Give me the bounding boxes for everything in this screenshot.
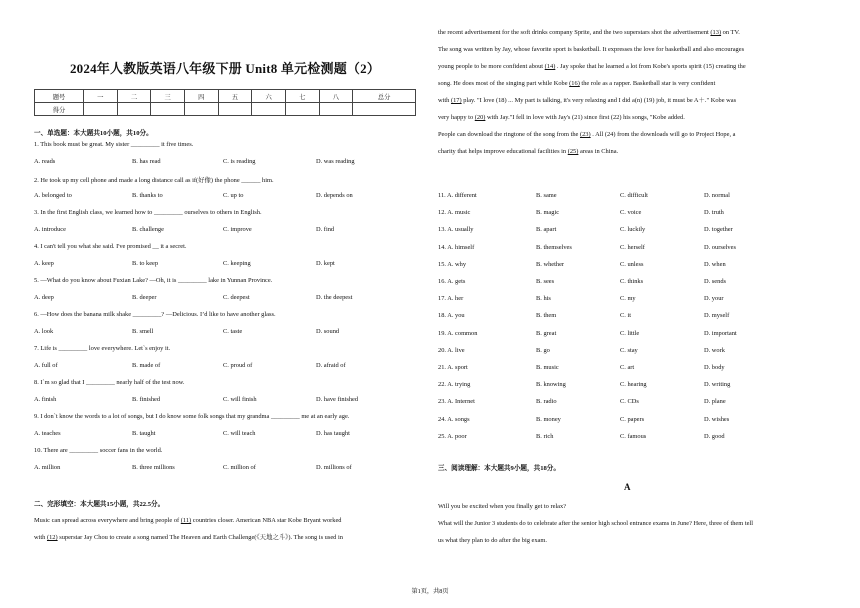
option: D. find: [316, 226, 335, 233]
cloze-option-row: [438, 209, 828, 219]
option: 19. A. common: [438, 329, 478, 337]
option: D. the deepest: [316, 294, 353, 301]
passage-line: [438, 75, 746, 92]
option: B. rich: [536, 432, 554, 440]
option: D. millions of: [316, 464, 352, 471]
passage-line: [438, 143, 746, 160]
option: C. is reading: [223, 158, 256, 165]
score-cell: 总分: [353, 90, 416, 103]
cloze-option-row: [438, 416, 828, 426]
passage-text: superstar Jay Chou to create a song named The Heaven and Earth Challenge(《天地之斗》). The song is used in: [57, 534, 343, 541]
option: A. reads: [34, 158, 56, 165]
option: C. will teach: [223, 430, 256, 437]
option: C. voice: [620, 209, 642, 217]
cloze-option-row: [438, 226, 828, 236]
question-text: 1. This book must be great. My sister _________ it five times.: [34, 141, 194, 148]
option: C. it: [620, 312, 632, 320]
option: A. teaches: [34, 430, 61, 437]
option: A. introduce: [34, 226, 66, 233]
passage-line: [438, 126, 746, 143]
passage-text: the role as a rapper. Basketball star is very confident: [579, 80, 716, 87]
passage-line: What will the Junior 3 students do to celebrate after the senior high school entrance exams in June? Here, three of them tell: [438, 520, 753, 527]
section-heading-reading: 三、阅读理解：本大题共9小题，共18分。: [438, 465, 560, 472]
cloze-option-row: [438, 295, 828, 305]
cloze-option-row: [438, 244, 828, 254]
score-cell: 八: [319, 90, 353, 103]
passage-text: People can download the ringtone of the song from the: [438, 131, 580, 138]
option: C. papers: [620, 415, 645, 423]
passage-line: [438, 109, 746, 126]
cloze-option-row: [438, 312, 828, 322]
option: D. afraid of: [316, 362, 346, 369]
passage-text: Music can spread across everywhere and bring people of: [34, 517, 181, 524]
option: B. whether: [536, 260, 565, 268]
option: 20. A. live: [438, 346, 465, 354]
score-cell: 一: [84, 90, 118, 103]
option: C. art: [620, 364, 635, 371]
blank-number: (14): [544, 63, 556, 70]
blank-number: (12): [46, 534, 58, 541]
option: D. kept: [316, 260, 335, 267]
cloze-option-row: [438, 364, 828, 374]
option: D. plane: [704, 398, 726, 406]
option: A. deep: [34, 294, 54, 301]
option: B. great: [536, 329, 557, 337]
question-options: [34, 294, 416, 304]
passage-line: [438, 24, 746, 41]
passage-line: us what they plan to do after the big exam.: [438, 537, 547, 544]
option: D. writing: [704, 381, 731, 389]
score-table-score-row: [35, 103, 416, 116]
score-table-header-row: [35, 90, 416, 103]
option: B. themselves: [536, 243, 572, 251]
question-options: [34, 192, 416, 202]
score-cell: 三: [151, 90, 185, 103]
option: D. your: [704, 295, 724, 303]
question-options: [34, 158, 416, 168]
passage-text: play. "I love (18) ... My part is talking, it's very relaxing and I did a(n) (19) job, it must be A＋." Kobe was: [461, 97, 737, 104]
option: C. up to: [223, 192, 244, 199]
option: B. knowing: [536, 381, 566, 389]
question-text: 10. There are _________ soccer fans in the world.: [34, 447, 163, 454]
score-cell: [252, 103, 286, 116]
score-cell: 二: [117, 90, 151, 103]
option: D. was reading: [316, 158, 355, 165]
option: C. CDs: [620, 398, 639, 406]
option: 12. A. music: [438, 209, 471, 217]
option: 24. A. songs: [438, 415, 470, 423]
option: A. full of: [34, 362, 58, 369]
blank-number: (11): [180, 517, 192, 524]
question-text: 8. I`m so glad that I _________ nearly half of the test now.: [34, 379, 185, 386]
score-table: [34, 89, 416, 116]
score-cell: [151, 103, 185, 116]
cloze-option-row: [438, 433, 828, 443]
cloze-option-row: [438, 192, 828, 202]
option: B. radio: [536, 398, 557, 406]
option: C. unless: [620, 260, 644, 268]
option: B. finished: [132, 396, 161, 403]
option: C. famous: [620, 432, 647, 440]
option: B. three millions: [132, 464, 175, 471]
option: D. truth: [704, 209, 724, 217]
score-cell: [84, 103, 118, 116]
score-cell: [184, 103, 218, 116]
passage-text: with: [438, 97, 451, 104]
option: 17. A. her: [438, 295, 464, 303]
section-heading-cloze: 二、完形填空：本大题共15小题，共22.5分。: [34, 501, 165, 508]
option: D. have finished: [316, 396, 359, 403]
score-cell: [218, 103, 252, 116]
passage-text: . All (24) from the downloads will go to Project Hope, a: [590, 131, 736, 138]
option: B. smell: [132, 328, 154, 335]
option: 23. A. Internet: [438, 398, 475, 406]
option: C. keeping: [223, 260, 251, 267]
question-text: 5. —What do you know about Fuxian Lake? —Oh, it is _________ lake in Yunnan Province.: [34, 277, 273, 284]
option: B. magic: [536, 209, 560, 217]
passage-heading: A: [624, 482, 631, 492]
passage-text: The song was written by Jay, whose favorite sport is basketball. It expresses the love for basketball and also encourages: [438, 46, 745, 53]
option: 13. A. usually: [438, 226, 474, 234]
option: 21. A. sport: [438, 364, 468, 371]
page-footer: 第1页，共8页: [411, 588, 449, 595]
option: C. proud of: [223, 362, 253, 369]
question-options: [34, 430, 416, 440]
option: C. luckily: [620, 226, 646, 234]
option: 16. A. gets: [438, 278, 466, 285]
option: A. keep: [34, 260, 54, 267]
score-cell: 得分: [35, 103, 84, 116]
score-cell: 六: [252, 90, 286, 103]
option: C. my: [620, 295, 636, 303]
section-heading-single-choice: 一、单选题：本大题共10小题，共10分。: [34, 130, 153, 137]
passage-text: charity that helps improve educational facilities in: [438, 148, 568, 155]
question-text: 7. Life is _________ love everywhere. Let`s enjoy it.: [34, 345, 171, 352]
cloze-passage-continued: [438, 24, 746, 160]
option: D. myself: [704, 312, 730, 320]
option: B. go: [536, 346, 550, 354]
option: B. has read: [132, 158, 161, 165]
blank-number: (25): [567, 148, 579, 155]
passage-text: with: [34, 534, 47, 541]
option: C. difficult: [620, 192, 648, 199]
option: B. same: [536, 192, 557, 199]
blank-number: (20): [474, 114, 486, 121]
option: D. body: [704, 364, 725, 371]
option: B. his: [536, 295, 551, 303]
question-options: [34, 396, 416, 406]
question-text: 9. I don`t know the words to a lot of songs, but I do know some folk songs that my grandma _________ me at an early age.: [34, 413, 350, 420]
cloze-option-row: [438, 398, 828, 408]
option: C. million of: [223, 464, 256, 471]
passage-text: young people to be more confident about: [438, 63, 545, 70]
passage-text: on TV.: [721, 29, 740, 36]
option: D. sends: [704, 278, 727, 285]
passage-text: countries closer. American NBA star Kobe Bryant worked: [191, 517, 342, 524]
passage-line: [34, 529, 343, 546]
question-text: 2. He took up my cell phone and made a long distance call as if(好像) the phone ______ him.: [34, 177, 274, 184]
passage-text: . Jay spoke that he learned a lot from Kobe's sports spirit (15) creating the: [555, 63, 746, 70]
option: B. sees: [536, 278, 555, 285]
blank-number: (17): [450, 97, 462, 104]
passage-line: [438, 58, 746, 75]
passage-line: Will you be excited when you finally get to relax?: [438, 503, 567, 510]
option: D. together: [704, 226, 733, 234]
option: D. important: [704, 329, 737, 337]
question-options: [34, 226, 416, 236]
score-cell: 题号: [35, 90, 84, 103]
option: D. depends on: [316, 192, 353, 199]
blank-number: (16): [569, 80, 580, 87]
question-options: [34, 260, 416, 270]
option: C. little: [620, 329, 640, 337]
cloze-option-row: [438, 381, 828, 391]
cloze-option-row: [438, 330, 828, 340]
question-options: [34, 362, 416, 372]
option: D. good: [704, 432, 725, 440]
passage-text: areas in China.: [578, 148, 619, 155]
question-text: 4. I can't tell you what she said. I've promised __ it a secret.: [34, 243, 187, 250]
option: C. will finish: [223, 396, 257, 403]
cloze-option-row: [438, 278, 828, 288]
option: D. when: [704, 260, 726, 268]
question-text: 6. —How does the banana milk shake _________? —Delicious. I’d like to have another glass.: [34, 311, 276, 318]
option: 14. A. himself: [438, 243, 475, 251]
option: C. taste: [223, 328, 243, 335]
passage-text: with Jay."I fell in love with Jay's (21) since first (22) his songs, "Kobe added.: [485, 114, 685, 121]
passage-text: song. He does most of the singing part while Kobe: [438, 80, 570, 87]
option: C. deepest: [223, 294, 250, 301]
option: B. to keep: [132, 260, 159, 267]
option: B. apart: [536, 226, 557, 234]
cloze-passage-start: [34, 512, 343, 546]
option: B. money: [536, 415, 561, 423]
option: A. million: [34, 464, 61, 471]
option: D. has taught: [316, 430, 350, 437]
cloze-option-row: [438, 261, 828, 271]
option: C. stay: [620, 346, 638, 354]
option: 22. A. trying: [438, 381, 471, 389]
option: 18. A. you: [438, 312, 465, 320]
score-cell: [285, 103, 319, 116]
option: 11. A. different: [438, 192, 477, 199]
score-cell: 七: [285, 90, 319, 103]
score-cell: [319, 103, 353, 116]
option: B. taught: [132, 430, 156, 437]
passage-text: the recent advertisement for the soft drinks company Sprite, and the two superstars shot the advertisement: [438, 29, 711, 36]
option: B. made of: [132, 362, 161, 369]
option: D. wishes: [704, 415, 730, 423]
option: C. hearing: [620, 381, 647, 389]
option: C. herself: [620, 243, 645, 251]
option: D. ourselves: [704, 243, 736, 251]
option: D. work: [704, 346, 725, 354]
option: B. deeper: [132, 294, 157, 301]
option: 15. A. why: [438, 260, 467, 268]
score-cell: [353, 103, 416, 116]
score-cell: 五: [218, 90, 252, 103]
cloze-option-row: [438, 347, 828, 357]
option: A. finish: [34, 396, 57, 403]
option: A. belonged to: [34, 192, 72, 199]
option: B. thanks to: [132, 192, 163, 199]
option: D. sound: [316, 328, 340, 335]
question-options: [34, 328, 416, 338]
option: B. them: [536, 312, 557, 320]
page-title: 2024年人教版英语八年级下册 Unit8 单元检测题（2）: [69, 61, 381, 76]
passage-line: [438, 41, 746, 58]
passage-text: very happy to: [438, 114, 475, 121]
question-options: [34, 464, 416, 474]
blank-number: (23): [579, 131, 591, 138]
option: 25. A. poor: [438, 432, 467, 440]
score-cell: 四: [184, 90, 218, 103]
question-text: 3. In the first English class, we learned how to _________ ourselves to others in English.: [34, 209, 262, 216]
option: C. thinks: [620, 278, 644, 285]
blank-number: (13): [710, 29, 722, 36]
option: B. challenge: [132, 226, 164, 233]
option: A. look: [34, 328, 54, 335]
passage-line: [34, 512, 343, 529]
reading-passage: [438, 498, 753, 549]
score-cell: [117, 103, 151, 116]
option: C. improve: [223, 226, 252, 233]
option: D. normal: [704, 192, 730, 199]
passage-line: [438, 92, 746, 109]
option: B. music: [536, 364, 559, 371]
